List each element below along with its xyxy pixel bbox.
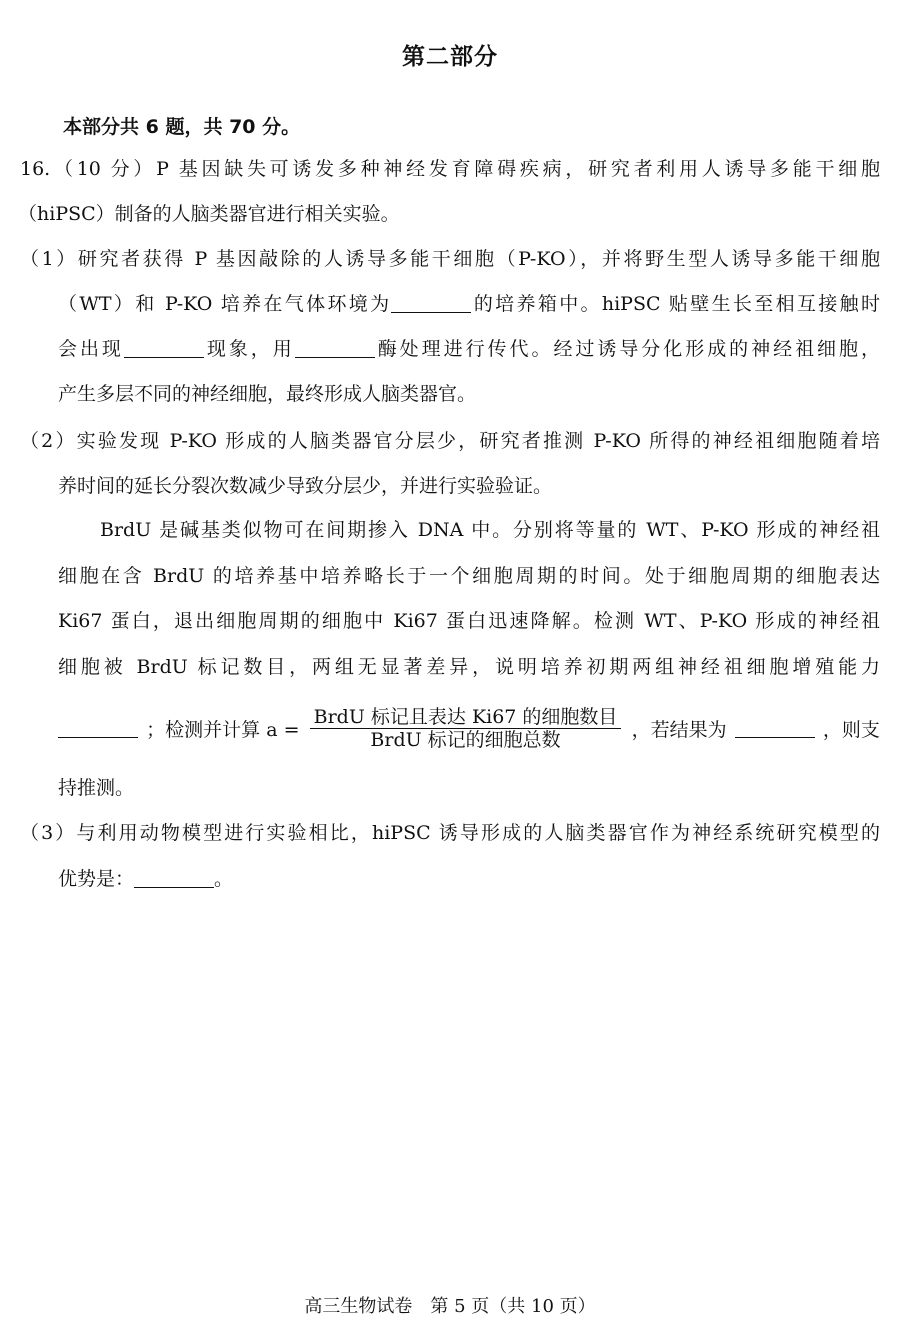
answer-blank-enzyme[interactable] bbox=[295, 339, 375, 358]
answer-blank-result[interactable] bbox=[735, 719, 815, 738]
part-2-line-4: 细胞在含 BrdU 的培养基中培养略长于一个细胞周期的时间。处于细胞周期的细胞表达 bbox=[58, 565, 880, 587]
part-2-line-1: （2）实验发现 P-KO 形成的人脑类器官分层少，研究者推测 P-KO 所得的神经祖细胞随着培 bbox=[20, 430, 880, 452]
question-16-text: 16.（10 分）P 基因缺失可诱发多种神经发育障碍疾病，研究者利用人诱导多能干细胞 bbox=[20, 158, 880, 180]
page-footer: 高三生物试卷 第 5 页（共 10 页） bbox=[304, 1296, 596, 1317]
part-1-line-1: （1）研究者获得 P 基因敲除的人诱导多能干细胞（P-KO），并将野生型人诱导多能干细胞 bbox=[20, 248, 880, 270]
part-1-line-3: 会出现 现象，用 酶处理进行传代。经过诱导分化形成的神经祖细胞， bbox=[58, 338, 880, 360]
section-title: 第二部分 bbox=[402, 44, 498, 70]
part-3-line-1: （3）与利用动物模型进行实验相比，hiPSC 诱导形成的人脑类器官作为神经系统研究模型的 bbox=[20, 822, 880, 844]
question-16-stem-cont: （hiPSC）制备的人脑类器官进行相关实验。 bbox=[18, 203, 400, 225]
part-1-line-4: 产生多层不同的神经细胞，最终形成人脑类器官。 bbox=[58, 383, 477, 405]
answer-blank-advantage[interactable] bbox=[134, 869, 214, 888]
part-2-line-6: 细胞被 BrdU 标记数目，两组无显著差异，说明培养初期两组神经祖细胞增殖能力 bbox=[58, 656, 880, 678]
answer-blank-gas-environment[interactable] bbox=[391, 294, 471, 313]
part-2-line-8: 持推测。 bbox=[58, 777, 135, 799]
part-2-formula-line: ；检测并计算 a = $\frac{\text{BrdU 标记且表达 Ki67 的细胞数目}}{\text{BrdU 标记的细胞总数}}$ ，若结果为 ，则支 bbox=[58, 700, 880, 756]
part-2-line-2: 养时间的延长分裂次数减少导致分层少，并进行实验验证。 bbox=[58, 475, 553, 497]
part-1-line-2: （WT）和 P-KO 培养在气体环境为 的培养箱中。hiPSC 贴壁生长至相互接触时 bbox=[58, 293, 880, 315]
question-16-stem bbox=[20, 156, 880, 182]
fraction-a bbox=[310, 706, 622, 751]
part-2-line-3: BrdU 是碱基类似物可在间期掺入 DNA 中。分别将等量的 WT、P-KO 形成的神经祖 bbox=[100, 519, 880, 541]
fraction-numerator: BrdU 标记且表达 Ki67 的细胞数目 bbox=[310, 706, 622, 729]
answer-blank-proliferation[interactable] bbox=[58, 719, 138, 738]
fraction-denominator: BrdU 标记的细胞总数 bbox=[370, 728, 561, 751]
section-intro: 本部分共 6 题，共 70 分。 bbox=[63, 116, 301, 138]
part-2-line-5: Ki67 蛋白，退出细胞周期的细胞中 Ki67 蛋白迅速降解。检测 WT、P-KO 形成的神经祖 bbox=[58, 610, 880, 632]
part-3-line-2: 优势是： 。 bbox=[58, 868, 234, 890]
answer-blank-phenomenon[interactable] bbox=[124, 339, 204, 358]
